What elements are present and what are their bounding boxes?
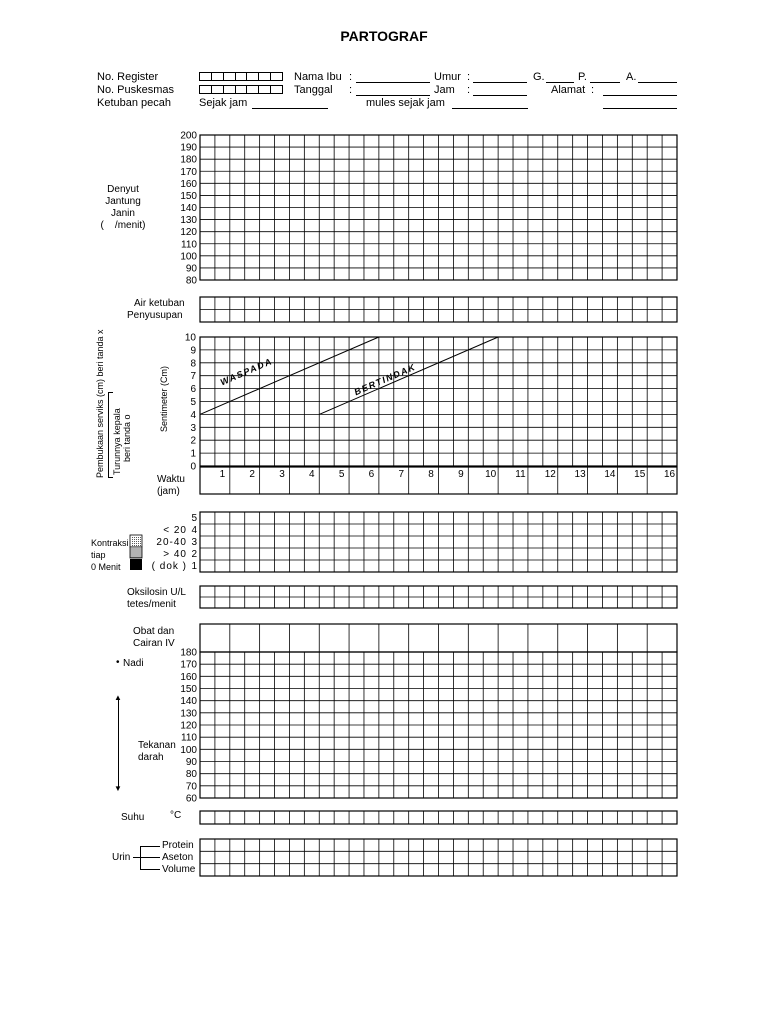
serviks-scale-label: 10: [184, 332, 196, 344]
bp-scale-label: 160: [180, 671, 197, 683]
legend-dot: [134, 541, 135, 542]
bp-scale-label: 180: [180, 647, 197, 659]
oksitosin-label: Oksilosin U/L tetes/menit: [127, 587, 186, 610]
turunnya-kepala-label: Turunnya kepala: [112, 408, 122, 475]
legend-dot: [132, 543, 133, 544]
urin-protein-label: Protein: [162, 840, 194, 851]
kontraksi-level-label: > 40: [163, 549, 187, 560]
no-register-label: No. Register: [97, 71, 159, 83]
umur-label: Umur: [434, 71, 461, 83]
hour-label: 3: [279, 469, 285, 480]
legend-dot: [140, 541, 141, 542]
legend-dot: [132, 541, 133, 542]
urin-aseton-label: Aseton: [162, 852, 194, 863]
kontraksi-level-label: 20-40: [156, 537, 187, 548]
kontraksi-num: 2: [191, 549, 197, 560]
bp-scale-label: 90: [185, 757, 197, 768]
bp-scale-label: 130: [180, 708, 197, 720]
colon: :: [467, 71, 471, 83]
legend-dot: [132, 537, 133, 538]
djj-scale-label: 90: [185, 263, 197, 275]
kontraksi-label: Kontraksi tiap 0 Menit: [91, 538, 129, 572]
serviks-scale-label: 7: [190, 371, 196, 383]
djj-scale-label: 140: [180, 203, 197, 214]
bp-scale-label: 150: [180, 684, 197, 695]
alamat-label: Alamat: [551, 84, 586, 96]
no-puskesmas-label: No. Puskesmas: [97, 84, 175, 96]
p-label: P.: [578, 71, 587, 83]
legend-dot: [140, 543, 141, 544]
hour-label: 8: [428, 469, 434, 480]
legend-dot: [138, 539, 139, 540]
kontraksi-num: 4: [191, 525, 197, 536]
djj-scale-label: 120: [180, 227, 197, 239]
suhu-label: Suhu: [121, 812, 145, 823]
djj-scale-label: 80: [185, 275, 197, 287]
hour-label: 6: [368, 469, 375, 480]
bp-scale-label: 170: [180, 659, 197, 671]
beri-tanda-o-label: beri tanda o: [122, 414, 132, 462]
sejak-jam-label: Sejak jam: [199, 97, 248, 109]
kontraksi-num: 3: [191, 537, 197, 548]
air-ketuban-label: Air ketuban: [134, 298, 185, 309]
djj-scale-label: 150: [180, 190, 197, 202]
urin-label: Urin: [112, 852, 131, 863]
djj-scale-label: 110: [181, 239, 197, 251]
urin-volume-label: Volume: [162, 864, 196, 875]
bp-scale-label: 100: [180, 744, 197, 756]
g-label: G.: [533, 71, 545, 83]
djj-scale-label: 130: [180, 215, 197, 227]
legend-solid-box: [130, 559, 142, 570]
serviks-scale-label: 0: [190, 461, 196, 473]
bertindak-label: BERTINDAK: [352, 361, 418, 398]
colon: :: [349, 71, 353, 83]
legend-dot: [134, 539, 135, 540]
page-title: PARTOGRAF: [340, 28, 428, 44]
nadi-label: Nadi: [123, 658, 144, 669]
jam-label: Jam: [434, 84, 455, 96]
djj-scale-label: 100: [180, 251, 197, 263]
sentimeter-label: Sentimeter (Cm): [159, 365, 169, 432]
bp-scale-label: 60: [185, 793, 197, 805]
kontraksi-level-label: ( dok ): [151, 561, 187, 572]
djj-scale-label: 200: [180, 130, 197, 142]
legend-dot: [136, 543, 137, 544]
tekanan-darah-label: Tekanan darah: [138, 740, 176, 763]
hour-label: 2: [249, 469, 255, 480]
waspada-label: WASPADA: [218, 355, 275, 388]
bp-arrow-up-icon: ▲: [114, 693, 122, 702]
legend-dot: [134, 545, 135, 546]
hour-label: 7: [398, 469, 405, 480]
djj-scale-label: 190: [180, 142, 197, 154]
djj-scale-label: 160: [180, 178, 197, 190]
waktu-label: Waktu (jam): [157, 474, 185, 497]
hour-label: 16: [663, 469, 676, 480]
djj-scale-label: 180: [180, 154, 197, 166]
colon: :: [467, 84, 471, 96]
hour-label: 15: [634, 469, 646, 480]
pembukaan-serviks-label: Pembukaan serviks (cm) beri tanda x: [95, 329, 105, 478]
legend-dot: [138, 543, 139, 544]
bp-arrow-down-icon: ▼: [114, 784, 122, 793]
hour-label: 11: [515, 469, 526, 480]
legend-dot: [140, 545, 141, 546]
legend-hatched-box: [130, 547, 142, 558]
serviks-scale-label: 9: [190, 345, 196, 357]
legend-dot: [132, 539, 133, 540]
bp-scale-label: 120: [180, 720, 197, 732]
hour-label: 4: [309, 469, 315, 480]
serviks-scale-label: 2: [190, 435, 196, 447]
legend-dot: [134, 543, 135, 544]
ketuban-pecah-label: Ketuban pecah: [97, 97, 172, 109]
legend-dot: [140, 537, 141, 538]
legend-dot: [138, 545, 139, 546]
legend-dot: [136, 545, 137, 546]
suhu-unit: °C: [170, 810, 182, 821]
colon: :: [349, 84, 353, 96]
tanggal-label: Tanggal: [294, 84, 333, 96]
kontraksi-num: 5: [191, 513, 197, 524]
serviks-scale-label: 4: [190, 409, 196, 421]
legend-dot: [138, 537, 139, 538]
legend-dot: [136, 541, 137, 542]
hour-label: 9: [458, 469, 464, 480]
legend-dot: [136, 539, 137, 540]
colon: :: [591, 84, 595, 96]
nama-ibu-label: Nama Ibu: [294, 71, 342, 83]
serviks-scale-label: 8: [190, 358, 196, 370]
a-label: A.: [626, 71, 637, 83]
obat-cairan-label: Obat dan Cairan IV: [133, 626, 175, 649]
bp-scale-label: 110: [181, 732, 197, 744]
penyusupan-label: Penyusupan: [127, 310, 183, 321]
kontraksi-num: 1: [191, 561, 197, 572]
hour-label: 10: [485, 469, 497, 480]
legend-dot: [140, 539, 141, 540]
serviks-scale-label: 3: [190, 422, 196, 434]
bp-scale-label: 140: [180, 696, 197, 708]
legend-dot: [134, 537, 135, 538]
nadi-dot-icon: •: [116, 657, 120, 668]
legend-dot: [138, 541, 139, 542]
bp-scale-label: 70: [185, 781, 197, 793]
legend-dot: [132, 545, 133, 546]
hour-label: 13: [574, 469, 586, 480]
legend-dot: [136, 537, 137, 538]
djj-scale-label: 170: [180, 166, 197, 178]
serviks-scale-label: 6: [190, 384, 196, 396]
hour-label: 1: [219, 469, 226, 480]
serviks-scale-label: 1: [190, 448, 196, 460]
mules-sejak-jam-label: mules sejak jam: [366, 97, 445, 109]
kontraksi-level-label: < 20: [163, 525, 187, 536]
bp-scale-label: 80: [185, 769, 197, 781]
djj-label: Denyut Jantung Janin ( /menit): [100, 184, 146, 231]
serviks-scale-label: 5: [190, 397, 196, 408]
hour-label: 5: [338, 469, 345, 480]
hour-label: 12: [544, 469, 556, 480]
hour-label: 14: [604, 469, 616, 480]
